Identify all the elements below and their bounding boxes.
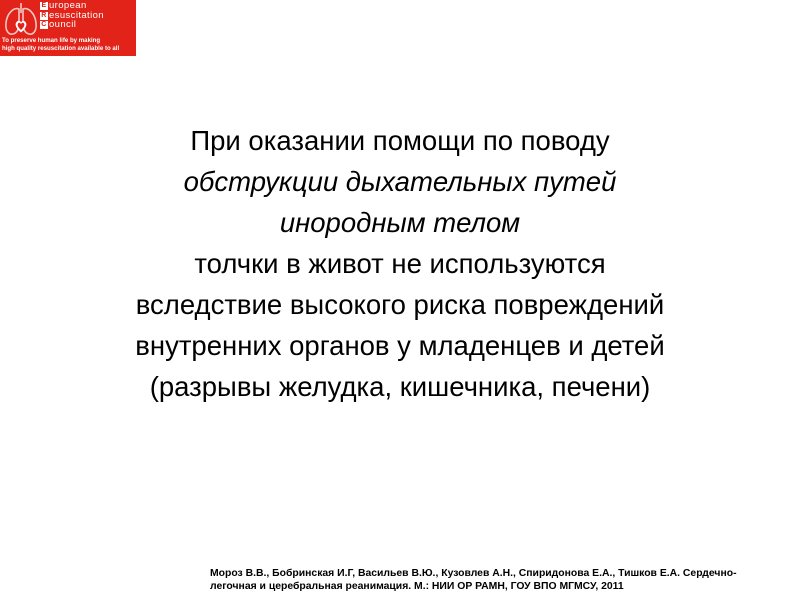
- main-message: [40, 120, 760, 407]
- lungs-heart-icon: [4, 3, 38, 41]
- citation-line: легочная и церебральная реанимация. М.: НИИ ОР РАМН, ГОУ ВПО МГМСУ, 2011: [210, 581, 624, 592]
- citation: [210, 567, 800, 593]
- logo-name-line: E uropean: [41, 0, 87, 11]
- message-line: При оказании помощи по поводу: [190, 125, 610, 156]
- tagline-line: high quality resuscitation available to all: [2, 44, 120, 52]
- citation-line: Мороз В.В., Бобринская И.Г, Васильев В.Ю., Кузовлев А.Н., Спиридонова Е.А., Тишков Е.А. Сердечно-: [210, 568, 737, 579]
- logo-tagline: [2, 37, 136, 52]
- tagline-line: To preserve human life by making: [2, 37, 101, 44]
- message-line: толчки в живот не используются: [194, 248, 606, 279]
- erc-logo: [0, 0, 136, 56]
- message-line-italic: обструкции дыхательных путей: [183, 166, 617, 197]
- message-line: внутренних органов у младенцев и детей: [135, 330, 665, 361]
- message-line: (разрывы желудка, кишечника, печени): [149, 371, 651, 402]
- message-line: вследствие высокого риска повреждений: [135, 289, 665, 320]
- logo-name-line: C ouncil: [41, 19, 77, 31]
- organization-name: [40, 1, 136, 30]
- message-line-italic: инородным телом: [279, 207, 521, 238]
- logo-name-line: R esuscitation: [41, 9, 104, 21]
